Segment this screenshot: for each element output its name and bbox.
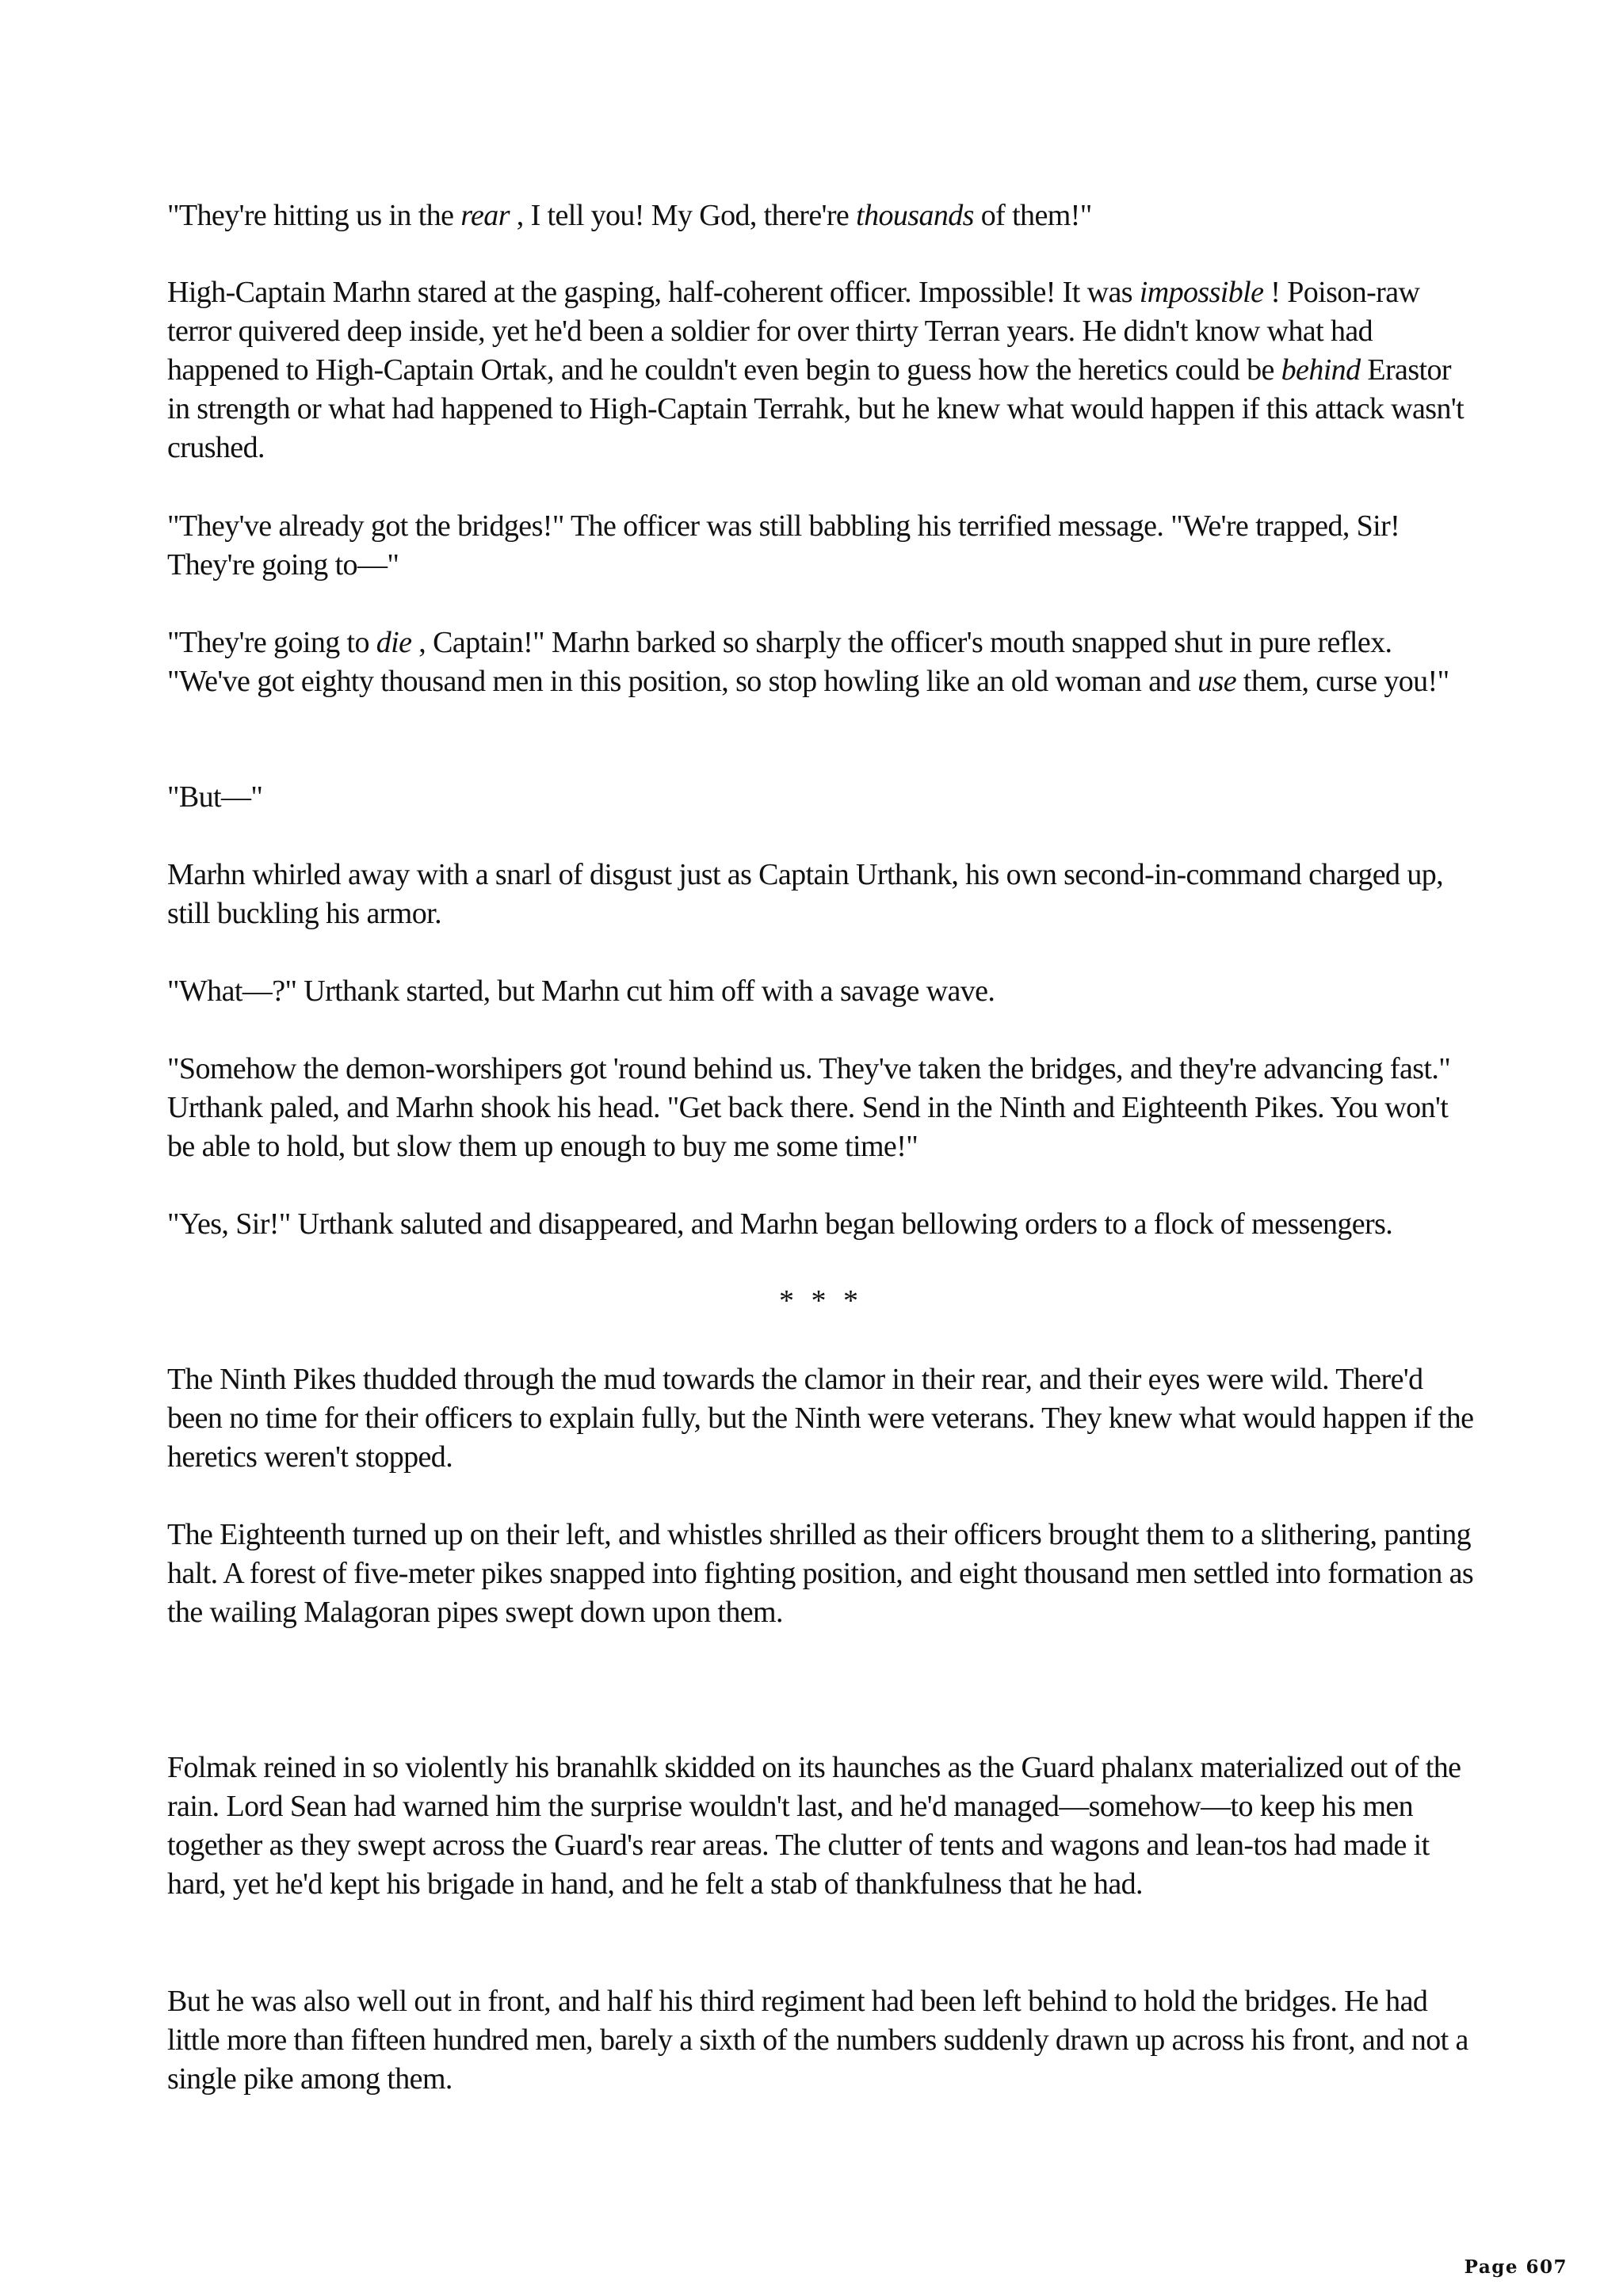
italic-text: thousands — [856, 199, 974, 232]
paragraph-text: High-Captain Marhn stared at the gasping, half-coherent officer. Impossible! It was — [167, 276, 1140, 309]
paragraph-text: "Yes, Sir!" Urthank saluted and disappeared, and Marhn began bellowing orders to a flock of messengers. — [167, 1207, 1393, 1241]
paragraph — [167, 1050, 1475, 1166]
paragraph — [167, 1982, 1475, 2099]
paragraph — [167, 273, 1475, 467]
paragraph-text: them, curse you!" — [1236, 665, 1449, 698]
paragraph — [167, 778, 1475, 817]
paragraph-text: ! Poison-raw terror quivered deep inside, yet he'd been a soldier for over thirty Terran years. He didn't know what had happened to High-Captain Ortak, and he couldn't even begin to guess how the heretics could be — [167, 276, 1420, 387]
paragraph-text: "They're hitting us in the — [167, 199, 461, 232]
italic-text: behind — [1281, 353, 1361, 387]
paragraph-text: "Somehow the demon-worshipers got 'round behind us. They've taken the bridges, and they're advancing fast." Urthank paled, and Marhn shook his head. "Get back there. Send in the Ninth and Eighteenth Pikes. You won't be able to hold, but slow them up enough to buy me some time!" — [167, 1052, 1451, 1163]
italic-text: impossible — [1139, 276, 1264, 309]
paragraph-text: , I tell you! My God, there're — [509, 199, 857, 232]
paragraph — [167, 507, 1475, 585]
paragraph — [167, 196, 1475, 235]
paragraph-text: of them!" — [973, 199, 1092, 232]
italic-text: use — [1197, 665, 1236, 698]
paragraph — [167, 1516, 1475, 1632]
paragraph — [167, 1360, 1475, 1477]
paragraph-text: Erastor in strength or what had happened to High-Captain Terrahk, but he knew what would happen if this attack wasn't crushed. — [167, 353, 1465, 464]
italic-text: rear — [460, 199, 510, 232]
paragraph-text: "What—?" Urthank started, but Marhn cut him off with a savage wave. — [167, 974, 995, 1008]
paragraph-text: , Captain!" Marhn barked so sharply the officer's mouth snapped shut in pure reflex. "We've got eighty thousand men in this position, so stop howling like an old woman and — [167, 626, 1392, 698]
paragraph — [167, 624, 1475, 701]
paragraph-text: The Ninth Pikes thudded through the mud towards the clamor in their rear, and their eyes were wild. There'd been no time for their officers to explain fully, but the Ninth were veterans. They knew what would happen if the heretics weren't stopped. — [167, 1363, 1474, 1474]
paragraph-text: "They've already got the bridges!" The officer was still babbling his terrified message. "We're trapped, Sir! They're going to—" — [167, 509, 1400, 582]
paragraph — [167, 972, 1475, 1011]
paragraph-text: "They're going to — [167, 626, 376, 659]
paragraph-text: The Eighteenth turned up on their left, and whistles shrilled as their officers brought them to a slithering, panting halt. A forest of five-meter pikes snapped into fighting position, and eight thousand men settled into formation as the wailing Malagoran pipes swept down upon them. — [167, 1518, 1474, 1629]
paragraph-text: Marhn whirled away with a snarl of disgust just as Captain Urthank, his own second-in-command charged up, still buckling his armor. — [167, 858, 1444, 930]
scene-break: * * * — [779, 1284, 863, 1318]
paragraph-text: "But—" — [167, 780, 263, 814]
page-number: Page 607 — [1464, 2256, 1568, 2278]
paragraph — [167, 856, 1475, 933]
paragraph-text: Folmak reined in so violently his branahlk skidded on its haunches as the Guard phalanx materialized out of the rain. Lord Sean had warned him the surprise wouldn't last, and he'd managed—somehow—to keep his men together as they swept across the Guard's rear areas. The clutter of tents and wagons and lean-tos had made it hard, yet he'd kept his brigade in hand, and he felt a stab of thankfulness that he had. — [167, 1751, 1461, 1901]
paragraph — [167, 1749, 1475, 1904]
paragraph — [167, 1205, 1475, 1244]
paragraph-text: But he was also well out in front, and half his third regiment had been left behind to hold the bridges. He had little more than fifteen hundred men, barely a sixth of the numbers suddenly drawn up across his front, and not a single pike among them. — [167, 1985, 1468, 2096]
italic-text: die — [376, 626, 412, 659]
